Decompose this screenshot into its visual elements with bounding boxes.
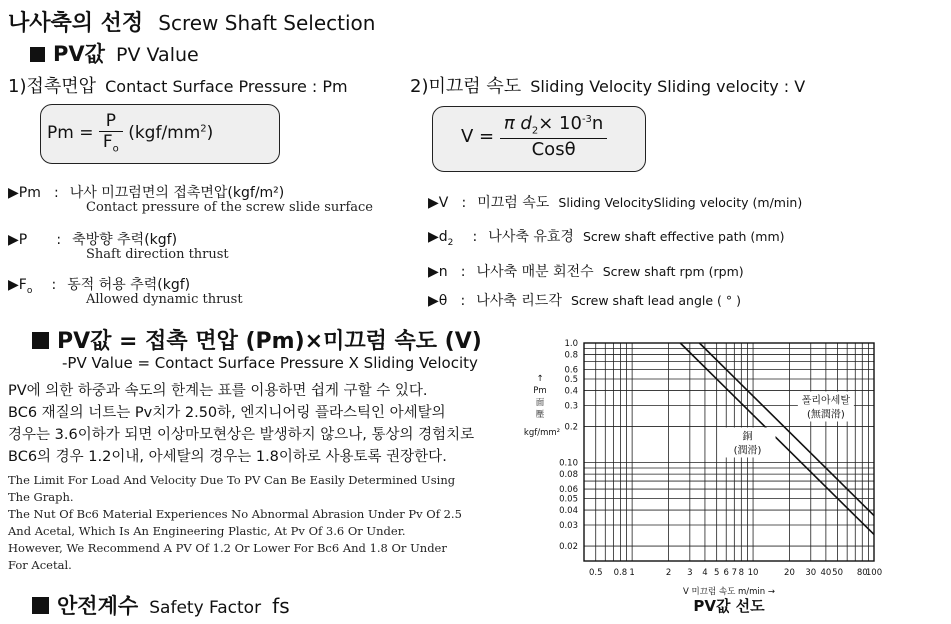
y-tick-label: 0.6 [564,365,578,376]
formula-denominator: Cosθ [531,139,576,161]
y-axis-label: ↑ [536,374,544,384]
item-symbol: ▶θ [428,293,448,309]
contact-heading-kr: 1)접촉면압 [8,76,97,97]
y-tick-label: 0.02 [559,542,578,553]
unit-text: (kgf/mm [128,123,201,144]
unit-end: ) [206,123,214,144]
sliding-velocity-heading [410,72,805,98]
formula-unit [128,123,213,143]
annotation-sublabel: (無潤滑) [806,409,845,421]
pv-heading-en: PV Value [116,44,199,66]
x-tick-label: 0.8 [613,568,628,578]
item-symbol: ▶P [8,232,28,248]
paragraph-en-line: However, We Recommend A PV Of 1.2 Or Lower For Bc6 And 1.8 Or Under [8,541,447,555]
item-symbol-text: ▶F [8,277,27,293]
item-en: Allowed dynamic thrust [86,292,243,307]
y-tick-label: 0.04 [559,506,578,517]
x-tick-label: 80 [856,568,868,578]
y-axis-unit: kgf/mm² [523,428,561,438]
formula-lhs: V = [461,126,495,148]
sliding-heading-en: Sliding Velocity Sliding velocity : V [530,77,806,96]
y-tick-label: 0.3 [564,401,578,412]
paragraph-en-line: The Nut Of Bc6 Material Experiences No Abnormal Abrasion Under Pv Of 2.5 [8,507,462,521]
y-axis-label: 壓 [535,410,545,420]
sliding-item-n [428,261,744,281]
item-colon: : [460,264,466,280]
x-tick-label: 6 [723,568,729,578]
y-tick-label: 0.08 [559,470,578,481]
item-symbol-sub: 2 [447,237,454,248]
num-sup: -3 [581,114,592,125]
formula-numerator: P [99,111,123,132]
item-colon: : [460,293,466,309]
safety-symbol: fs [272,594,290,618]
x-tick-label: 20 [784,568,795,578]
item-colon: : [51,277,57,293]
x-tick-label: 8 [738,568,745,578]
item-kr: 나사축 유효경 [488,229,574,245]
paragraph-en-line: For Acetal. [8,558,72,572]
contact-pressure-heading [8,72,348,98]
num-part-a: π d [503,113,532,134]
safety-en: Safety Factor [149,598,262,618]
annotation-label: 폴리아세탈 [801,395,851,407]
pv-formula-main: PV값 = 접촉 면압 (Pm)×미끄럼 속도 (V) [57,329,482,354]
x-tick-label: 2 [665,568,672,578]
sliding-heading-kr: 2)미끄럼 속도 [410,76,522,97]
item-colon: : [53,185,59,201]
item-symbol: ▶V [428,195,449,211]
item-symbol: ▶n [428,264,448,280]
x-tick-label: 50 [832,568,844,578]
pv-chart [523,335,948,620]
item-colon: : [56,232,62,248]
sliding-item-d2 [428,226,785,248]
y-tick-label: 1.0 [564,339,578,349]
item-symbol-sub: o [26,285,33,296]
square-bullet-icon [32,332,49,349]
x-axis-label: V 미끄럼 속도 m/min → [683,587,775,597]
item-en: Screw shaft effective path (mm) [583,229,785,244]
sliding-item-v [428,192,802,212]
formula-numerator [500,113,607,139]
item-kr: 나사 미끄럼면의 접촉면압(kgf/m²) [69,185,285,201]
item-colon: : [472,229,478,245]
formula-fraction [99,111,123,156]
series-line [680,343,874,534]
y-axis-label: 面 [535,398,545,408]
pv-value-heading [30,38,199,68]
num-sub: 2 [531,125,539,137]
paragraph-kr-line: BC6 재질의 너트는 Pv치가 2.50하, 엔지니어링 플라스틱인 아세탈의 [8,405,446,421]
sliding-formula-box [432,106,646,172]
contact-heading-en: Contact Surface Pressure : Pm [105,77,348,96]
pv-formula-heading [32,324,482,355]
paragraph-en-line: And Acetal, Which Is An Engineering Plastic, At Pv Of 3.6 Or Under. [8,524,406,538]
y-tick-label: 0.06 [559,485,578,496]
chart-title: PV값 선도 [693,597,765,615]
x-tick-label: 3 [687,568,693,578]
contact-item-p [8,229,177,249]
square-bullet-icon [32,597,49,614]
annotation-sublabel: (潤滑) [733,445,762,457]
formula-denominator [99,132,123,155]
num-part-c: n [591,113,604,134]
item-symbol [428,229,454,248]
paragraph-kr-line: 경우는 3.6이하가 되면 이상마모현상은 발생하지 않으나, 통상의 경험치로 [8,427,475,443]
x-tick-label: 5 [713,568,720,578]
y-tick-label: 0.4 [564,386,578,397]
pv-chart-svg [523,335,948,620]
page-title-en: Screw Shaft Selection [158,11,376,35]
contact-formula-box [40,104,280,164]
formula-lhs: Pm = [47,123,94,144]
num-part-b: × 10 [538,113,582,134]
item-kr: 동적 허용 추력(kgf) [67,277,191,293]
x-tick-label: 4 [702,568,708,578]
x-tick-label: 1 [629,568,635,578]
safety-kr: 안전계수 [57,594,139,618]
sliding-formula [461,113,607,162]
paragraph-en [8,472,462,574]
paragraph-kr-line: BC6의 경우 1.2이내, 아세탈의 경우는 1.8이하로 사용토록 권장한다. [8,449,447,465]
paragraph-en-line: The Graph. [8,490,74,504]
page-title [8,6,375,37]
item-kr: 나사축 매분 회전수 [476,264,594,280]
den-subscript: o [112,143,119,155]
safety-factor-heading [32,590,290,620]
x-tick-label: 40 [820,568,832,578]
item-en: Screw shaft lead angle ( ° ) [570,293,741,308]
x-tick-label: 100 [865,568,883,578]
y-tick-label: 0.05 [559,494,578,505]
square-bullet-icon [30,47,45,62]
page-title-kr: 나사축의 선정 [8,11,144,36]
den-symbol: F [102,132,113,153]
x-tick-label: 7 [731,568,738,578]
pv-formula-sub: -PV Value = Contact Surface Pressure X Sliding Velocity [62,354,478,372]
sliding-item-theta [428,290,741,310]
item-symbol-text: ▶d [428,229,448,245]
item-en: Screw shaft rpm (rpm) [602,264,744,279]
item-kr: 미끄럼 속도 [477,195,550,211]
x-tick-label: 0.5 [588,568,603,578]
contact-formula [47,111,213,156]
y-tick-label: 0.03 [559,521,578,532]
unit-sup: 2 [200,123,207,135]
item-kr: 축방향 추력(kgf) [72,232,178,248]
formula-fraction [500,113,607,162]
y-tick-label: 0.8 [564,350,578,361]
item-symbol: ▶Pm [8,185,41,201]
y-tick-label: 0.2 [564,422,578,433]
x-tick-label: 10 [747,568,759,578]
item-colon: : [461,195,467,211]
paragraph-kr [8,380,474,468]
pv-heading-kr: PV값 [53,42,105,66]
annotation-label: 銅 [742,431,753,443]
paragraph-kr-line: PV에 의한 하중과 속도의 한계는 표를 이용하면 쉽게 구할 수 있다. [8,383,428,399]
item-kr: 나사축 리드각 [476,293,562,309]
contact-item-pm [8,182,284,202]
y-axis-label: Pm [533,386,547,396]
item-symbol [8,277,33,296]
item-en: Shaft direction thrust [86,247,229,262]
paragraph-en-line: The Limit For Load And Velocity Due To PV Can Be Easily Determined Using [8,473,456,487]
x-tick-label: 30 [805,568,817,578]
y-tick-label: 0.5 [564,374,578,385]
item-en: Sliding VelocitySliding velocity (m/min) [558,195,803,210]
y-tick-label: 0.10 [559,458,578,469]
item-en: Contact pressure of the screw slide surface [86,200,373,215]
